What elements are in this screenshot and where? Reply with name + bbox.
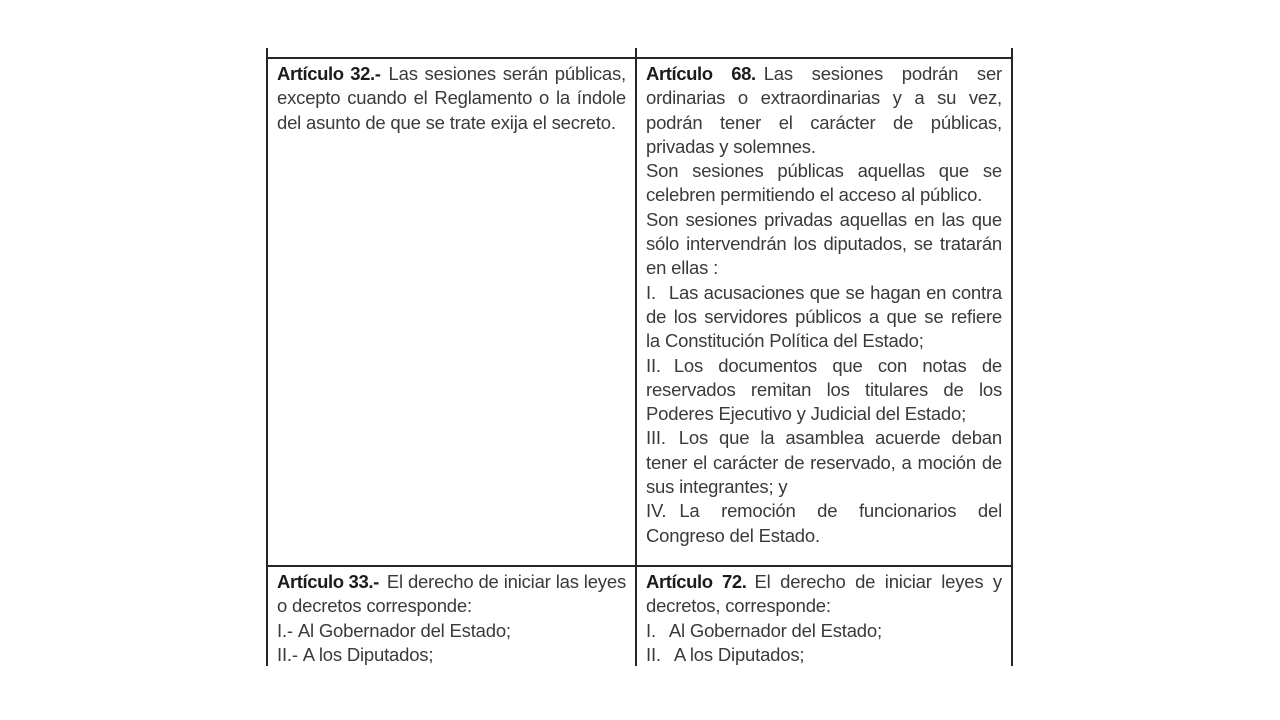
article-label: Artículo 32.- (277, 63, 381, 84)
table-border-right (1011, 48, 1013, 666)
paragraph (646, 159, 1002, 208)
list-item-text: Las acusaciones que se hagan en contra de los servidores públicos a que se refiere la Constitución Política del Estado; (646, 281, 1002, 352)
article-text: Las sesiones podrán ser ordinarias o extraordinarias y a su vez, podrán tener el carácter de públicas, privadas y solemnes. (646, 63, 1002, 157)
table-cell-articulo-33 (268, 567, 635, 666)
article-text: El derecho de iniciar las leyes o decretos corresponde: (277, 571, 626, 617)
list-numeral: II. (646, 643, 661, 665)
list-item (277, 619, 626, 643)
list-numeral: IV. (646, 500, 667, 522)
list-item-text: Los documentos que con notas de reservados remitan los titulares de los Poderes Ejecutivo y Judicial del Estado; (646, 354, 1002, 425)
list-numeral: III. (646, 427, 666, 449)
table-cell-articulo-72 (637, 567, 1011, 666)
paragraph (277, 62, 626, 135)
paragraph (646, 570, 1002, 619)
paragraph (646, 208, 1002, 281)
list-item (646, 354, 1002, 427)
article-text: Son sesiones privadas aquellas en las que sólo intervendrán los diputados, se tratarán en ellas : (646, 208, 1002, 279)
article-text: Las sesiones serán públicas, excepto cuando el Reglamento o la índole del asunto de que se trate exija el secreto. (277, 63, 626, 133)
list-item (646, 619, 1002, 643)
list-item-text: La remoción de funcionarios del Congreso del Estado. (646, 500, 1002, 546)
list-item-text: Al Gobernador del Estado; (668, 619, 882, 641)
article-label: Artículo 68. (646, 63, 756, 84)
comparison-table (266, 48, 1013, 666)
list-item (646, 643, 1002, 666)
article-label: Artículo 72. (646, 571, 747, 592)
article-text: El derecho de iniciar leyes y decretos, corresponde: (646, 571, 1002, 617)
list-item-text: Al Gobernador del Estado; (297, 619, 511, 641)
article-label: Artículo 33.- (277, 571, 379, 592)
list-item-text: A los Diputados; (302, 643, 434, 665)
table-cell-articulo-68 (637, 59, 1011, 565)
list-item (646, 426, 1002, 499)
paragraph (277, 570, 626, 619)
list-item (277, 643, 626, 666)
list-numeral: I. (646, 619, 656, 641)
table-cell-articulo-32 (268, 59, 635, 565)
list-item-text: Los que la asamblea acuerde deban tener el carácter de reservado, a moción de sus integrantes; y (646, 427, 1002, 498)
list-item-text: A los Diputados; (673, 643, 805, 665)
paragraph (646, 62, 1002, 159)
list-numeral: I. (646, 281, 656, 303)
list-item (646, 499, 1002, 548)
article-text: Son sesiones públicas aquellas que se celebren permitiendo el acceso al público. (646, 160, 1002, 206)
list-numeral: I.- (277, 619, 293, 641)
list-numeral: II. (646, 354, 661, 376)
list-numeral: II.- (277, 643, 298, 665)
list-item (646, 281, 1002, 354)
